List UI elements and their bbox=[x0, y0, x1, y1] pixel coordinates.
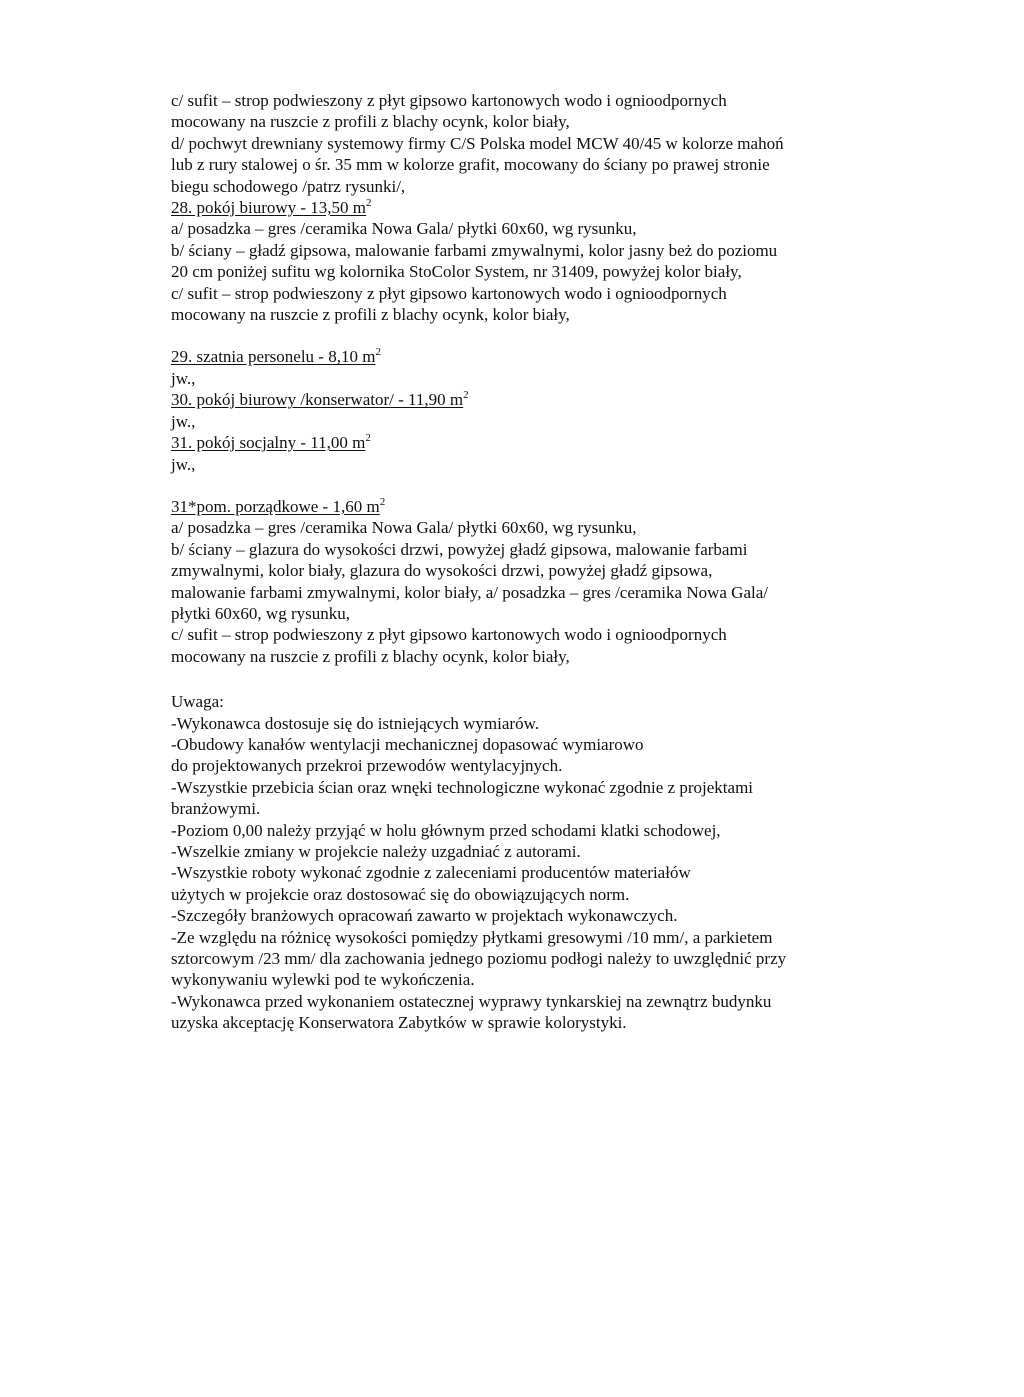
text-line: d/ pochwyt drewniany systemowy firmy C/S Polska model MCW 40/45 w kolorze mahoń bbox=[171, 133, 784, 153]
room-31-heading bbox=[171, 432, 871, 453]
note-line: wykonywaniu wylewki pod te wykończenia. bbox=[171, 970, 475, 990]
note-line: -Wszystkie przebicia ścian oraz wnęki technologiczne wykonać zgodnie z projektami bbox=[171, 777, 754, 797]
room-28-title: 28. pokój biurowy - 13,50 m bbox=[171, 198, 367, 218]
text-line: c/ sufit – strop podwieszony z płyt gipsowo kartonowych wodo i ognioodpornych bbox=[171, 625, 727, 645]
text-line: c/ sufit – strop podwieszony z płyt gipsowo kartonowych wodo i ognioodpornych bbox=[171, 91, 727, 110]
text-line: jw., bbox=[171, 411, 196, 431]
document-page bbox=[171, 90, 871, 1034]
text-line: jw., bbox=[171, 368, 196, 388]
block1 bbox=[171, 90, 871, 197]
note-line: sztorcowym /23 mm/ dla zachowania jednego poziomu podłogi należy to uwzględnić przy bbox=[171, 949, 787, 969]
room-28-section bbox=[171, 197, 871, 325]
spacer bbox=[171, 475, 871, 496]
note-line: -Wszystkie roboty wykonać zgodnie z zaleceniami producentów materiałów bbox=[171, 863, 691, 883]
text-line: a/ posadzka – gres /ceramika Nowa Gala/ płytki 60x60, wg rysunku, bbox=[171, 219, 637, 239]
note-line: -Poziom 0,00 należy przyjąć w holu głównym przed schodami klatki schodowej, bbox=[171, 820, 721, 840]
note-line: do projektowanych przekroi przewodów wentylacyjnych. bbox=[171, 756, 563, 776]
note-line: -Wykonawca przed wykonaniem ostatecznej wyprawy tynkarskiej na zewnątrz budynku bbox=[171, 991, 772, 1011]
room-30-section bbox=[171, 389, 871, 432]
text-line: b/ ściany – gładź gipsowa, malowanie farbami zmywalnymi, kolor jasny beż do poziomu bbox=[171, 240, 778, 260]
text-line: mocowany na ruszcie z profili z blachy ocynk, kolor biały, bbox=[171, 112, 570, 132]
text-line: zmywalnymi, kolor biały, glazura do wysokości drzwi, powyżej gładź gipsowa, bbox=[171, 561, 713, 581]
note-line: -Ze względu na różnicę wysokości pomiędzy płytkami gresowymi /10 mm/, a parkietem bbox=[171, 927, 773, 947]
text-line: jw., bbox=[171, 454, 196, 474]
spacer bbox=[171, 667, 871, 691]
room-29-heading bbox=[171, 346, 871, 367]
room-31s-sup: 2 bbox=[379, 495, 386, 508]
text-line: płytki 60x60, wg rysunku, bbox=[171, 603, 350, 623]
room-31-section bbox=[171, 432, 871, 475]
text-line: 20 cm poniżej sufitu wg kolornika StoColor System, nr 31409, powyżej kolor biały, bbox=[171, 262, 742, 282]
note-line: -Obudowy kanałów wentylacji mechanicznej dopasować wymiarowo bbox=[171, 734, 644, 754]
room-28-heading bbox=[171, 197, 871, 218]
room-31s-section bbox=[171, 496, 871, 667]
room-30-heading bbox=[171, 389, 871, 410]
text-line: mocowany na ruszcie z profili z blachy ocynk, kolor biały, bbox=[171, 646, 570, 666]
text-line: biegu schodowego /patrz rysunki/, bbox=[171, 176, 406, 196]
room-31-title: 31. pokój socjalny - 11,00 m bbox=[171, 433, 366, 453]
room-29-title: 29. szatnia personelu - 8,10 m bbox=[171, 347, 376, 367]
spacer bbox=[171, 325, 871, 346]
note-line: uzyska akceptację Konserwatora Zabytków w sprawie kolorystyki. bbox=[171, 1013, 627, 1033]
room-30-sup: 2 bbox=[463, 389, 469, 402]
room-31-sup: 2 bbox=[365, 432, 371, 445]
note-line: -Wykonawca dostosuje się do istniejących wymiarów. bbox=[171, 713, 539, 733]
notes-title: Uwaga: bbox=[171, 692, 224, 712]
notes-section bbox=[171, 691, 871, 1034]
text-line: malowanie farbami zmywalnymi, kolor biały, a/ posadzka – gres /ceramika Nowa Gala/ bbox=[171, 582, 768, 602]
room-29-section bbox=[171, 346, 871, 389]
text-line: c/ sufit – strop podwieszony z płyt gipsowo kartonowych wodo i ognioodpornych bbox=[171, 283, 727, 303]
room-31s-heading bbox=[171, 496, 871, 517]
text-line: b/ ściany – glazura do wysokości drzwi, powyżej gładź gipsowa, malowanie farbami bbox=[171, 539, 748, 559]
room-29-sup: 2 bbox=[375, 346, 381, 359]
text-line: mocowany na ruszcie z profili z blachy ocynk, kolor biały, bbox=[171, 305, 570, 325]
text-line: a/ posadzka – gres /ceramika Nowa Gala/ płytki 60x60, wg rysunku, bbox=[171, 518, 637, 538]
room-31s-title: 31*pom. porządkowe - 1,60 m bbox=[171, 496, 380, 516]
room-30-title: 30. pokój biurowy /konserwator/ - 11,90 m bbox=[171, 390, 464, 410]
note-line: -Szczegóły branżowych opracowań zawarto w projektach wykonawczych. bbox=[171, 906, 678, 926]
text-line: lub z rury stalowej o śr. 35 mm w kolorze grafit, mocowany do ściany po prawej stronie bbox=[171, 155, 770, 175]
note-line: -Wszelkie zmiany w projekcie należy uzgadniać z autorami. bbox=[171, 842, 581, 861]
note-line: branżowymi. bbox=[171, 799, 261, 819]
note-line: użytych w projekcie oraz dostosować się do obowiązujących norm. bbox=[171, 884, 630, 904]
room-28-sup: 2 bbox=[366, 197, 372, 210]
